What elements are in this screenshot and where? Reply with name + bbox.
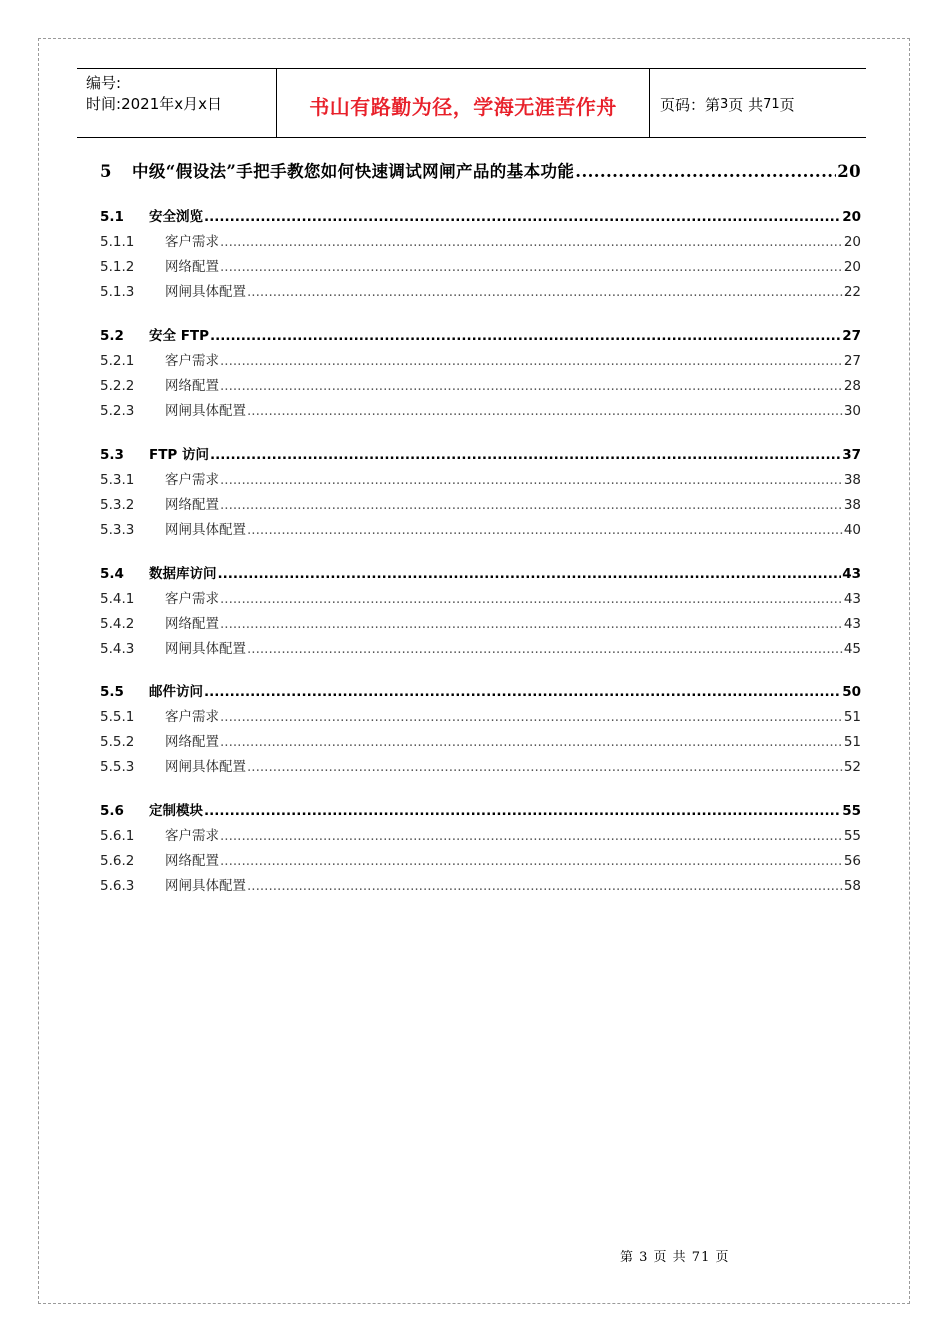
toc-section-title: 定制模块 (149, 803, 203, 819)
toc-subsection[interactable] (100, 349, 861, 369)
toc-subsection[interactable] (100, 612, 861, 632)
toc-section-number: 5.1 (100, 209, 124, 225)
toc-subsection[interactable] (100, 637, 861, 657)
toc-subsection-page: 28 (843, 378, 861, 394)
toc-subsection-number: 5.2.1 (100, 353, 135, 369)
toc-subsection[interactable] (100, 374, 861, 394)
toc-leader (220, 828, 843, 844)
toc-section-page: 20 (842, 209, 861, 225)
page-footer: 第 3 页 共 71 页 (620, 1250, 730, 1265)
toc-subsection-page: 38 (843, 472, 861, 488)
header-page-info (650, 69, 866, 137)
toc-leader (220, 353, 843, 369)
toc-subsection-number: 5.1.1 (100, 234, 135, 250)
toc-subsection-page: 51 (843, 709, 861, 725)
toc-subsection-page: 55 (843, 828, 861, 844)
toc-subsection-title: 网络配置 (165, 378, 219, 394)
toc-subsection[interactable] (100, 755, 861, 775)
toc-subsection-page: 58 (843, 878, 861, 894)
toc-leader (220, 497, 843, 513)
toc-leader (247, 641, 843, 657)
toc-subsection-title: 网闸具体配置 (165, 284, 246, 300)
toc-leader (220, 472, 843, 488)
toc-section-number: 5.5 (100, 684, 124, 700)
toc-leader (220, 234, 843, 250)
toc-subsection[interactable] (100, 230, 861, 250)
toc-subsection-number: 5.2.2 (100, 378, 135, 394)
toc-subsection-title: 客户需求 (165, 828, 219, 844)
toc-leader (220, 734, 843, 750)
toc-leader (204, 209, 841, 225)
toc-subsection-number: 5.4.3 (100, 641, 135, 657)
page-suffix: 页 (779, 96, 795, 114)
toc-subsection-number: 5.3.2 (100, 497, 135, 513)
toc-subsection-number: 5.4.1 (100, 591, 135, 607)
toc-subsection-page: 27 (843, 353, 861, 369)
toc-subsection-title: 客户需求 (165, 591, 219, 607)
toc-section-number: 5.6 (100, 803, 124, 819)
toc-subsection[interactable] (100, 280, 861, 300)
toc-subsection-page: 20 (843, 259, 861, 275)
toc-leader (220, 853, 843, 869)
toc-chapter-number: 5 (100, 162, 112, 181)
toc-subsection[interactable] (100, 824, 861, 844)
toc-subsection[interactable] (100, 255, 861, 275)
toc-subsection[interactable] (100, 587, 861, 607)
toc-leader (204, 803, 841, 819)
toc-subsection[interactable] (100, 493, 861, 513)
toc-subsection-page: 51 (843, 734, 861, 750)
toc-subsection-page: 45 (843, 641, 861, 657)
toc-section-page: 55 (842, 803, 861, 819)
toc-subsection-title: 网闸具体配置 (165, 878, 246, 894)
toc-leader (204, 684, 841, 700)
toc-subsection-page: 40 (843, 522, 861, 538)
toc-leader (220, 591, 843, 607)
toc-leader (220, 616, 843, 632)
toc-subsection-number: 5.5.3 (100, 759, 135, 775)
toc-subsection[interactable] (100, 730, 861, 750)
date-line (86, 94, 276, 115)
page-mid: 页 共 (728, 96, 764, 114)
toc-section[interactable] (100, 562, 861, 582)
toc-subsection-number: 5.3.3 (100, 522, 135, 538)
toc-subsection-title: 网络配置 (165, 853, 219, 869)
toc-leader (247, 522, 843, 538)
toc-section[interactable] (100, 680, 861, 700)
page-number: 3 (720, 97, 729, 112)
toc-section[interactable] (100, 799, 861, 819)
toc-subsection-title: 网络配置 (165, 734, 219, 750)
toc-section-title: 安全 FTP (149, 328, 210, 344)
toc-section-number: 5.3 (100, 447, 124, 463)
toc-subsection-title: 客户需求 (165, 353, 219, 369)
toc-leader (220, 259, 843, 275)
toc-section-title: 安全浏览 (149, 209, 203, 225)
toc-subsection[interactable] (100, 468, 861, 488)
toc-leader (210, 328, 841, 344)
toc-leader (575, 162, 836, 181)
number-label: 编号: (86, 74, 122, 92)
page-border (38, 38, 910, 1304)
page-header (77, 68, 866, 138)
toc-subsection-page: 52 (843, 759, 861, 775)
toc-leader (210, 447, 841, 463)
toc-subsection-title: 网络配置 (165, 259, 219, 275)
toc-subsection-title: 客户需求 (165, 709, 219, 725)
toc-subsection[interactable] (100, 518, 861, 538)
toc-subsection[interactable] (100, 874, 861, 894)
toc-chapter[interactable] (100, 158, 861, 182)
toc-subsection-number: 5.2.3 (100, 403, 135, 419)
toc-subsection[interactable] (100, 705, 861, 725)
toc-subsection-title: 网闸具体配置 (165, 403, 246, 419)
toc-subsection-number: 5.1.3 (100, 284, 135, 300)
toc-subsection-title: 网闸具体配置 (165, 522, 246, 538)
toc-section-title: 邮件访问 (149, 684, 203, 700)
toc-leader (218, 566, 842, 582)
toc-leader (247, 403, 843, 419)
toc-section-page: 37 (842, 447, 861, 463)
toc-subsection-number: 5.6.1 (100, 828, 135, 844)
page-label: 页码：第 (660, 96, 721, 114)
toc-section-page: 50 (842, 684, 861, 700)
header-meta (77, 69, 277, 137)
toc-subsection-number: 5.3.1 (100, 472, 135, 488)
toc-subsection-page: 20 (843, 234, 861, 250)
toc-section-page: 43 (842, 566, 861, 582)
toc-subsection-title: 网络配置 (165, 497, 219, 513)
toc-subsection[interactable] (100, 849, 861, 869)
toc-section-page: 27 (842, 328, 861, 344)
toc-leader (247, 878, 843, 894)
toc-chapter-title: 中级“假设法”手把手教您如何快速调试网闸产品的基本功能 (132, 162, 575, 181)
time-label: 时间: (86, 95, 122, 113)
toc-section-title: 数据库访问 (149, 566, 217, 582)
toc-subsection-title: 网闸具体配置 (165, 759, 246, 775)
toc-section[interactable] (100, 205, 861, 225)
toc-subsection-number: 5.6.3 (100, 878, 135, 894)
header-motto: 书山有路勤为径，学海无涯苦作舟 (277, 69, 650, 137)
toc-subsection-title: 网闸具体配置 (165, 641, 246, 657)
toc-subsection-page: 30 (843, 403, 861, 419)
toc-subsection-page: 56 (843, 853, 861, 869)
toc-subsection-title: 网络配置 (165, 616, 219, 632)
toc-subsection-title: 客户需求 (165, 234, 219, 250)
toc-leader (220, 378, 843, 394)
toc-subsection-number: 5.5.1 (100, 709, 135, 725)
toc-section[interactable] (100, 443, 861, 463)
toc-subsection-number: 5.6.2 (100, 853, 135, 869)
toc-leader (247, 759, 843, 775)
toc-subsection-page: 43 (843, 616, 861, 632)
toc-chapter-page: 20 (837, 162, 861, 181)
toc-subsection-page: 22 (843, 284, 861, 300)
toc-subsection[interactable] (100, 399, 861, 419)
toc-section-title: FTP 访问 (149, 447, 210, 463)
toc-section-number: 5.2 (100, 328, 124, 344)
toc-subsection-title: 客户需求 (165, 472, 219, 488)
toc-subsection-number: 5.5.2 (100, 734, 135, 750)
toc-section[interactable] (100, 324, 861, 344)
toc-subsection-number: 5.4.2 (100, 616, 135, 632)
toc-leader (220, 709, 843, 725)
date-value: 2021年x月x日 (121, 95, 222, 113)
toc-subsection-page: 43 (843, 591, 861, 607)
toc-section-number: 5.4 (100, 566, 124, 582)
toc-subsection-page: 38 (843, 497, 861, 513)
toc-leader (247, 284, 843, 300)
page-total: 71 (763, 97, 780, 112)
toc-subsection-number: 5.1.2 (100, 259, 135, 275)
